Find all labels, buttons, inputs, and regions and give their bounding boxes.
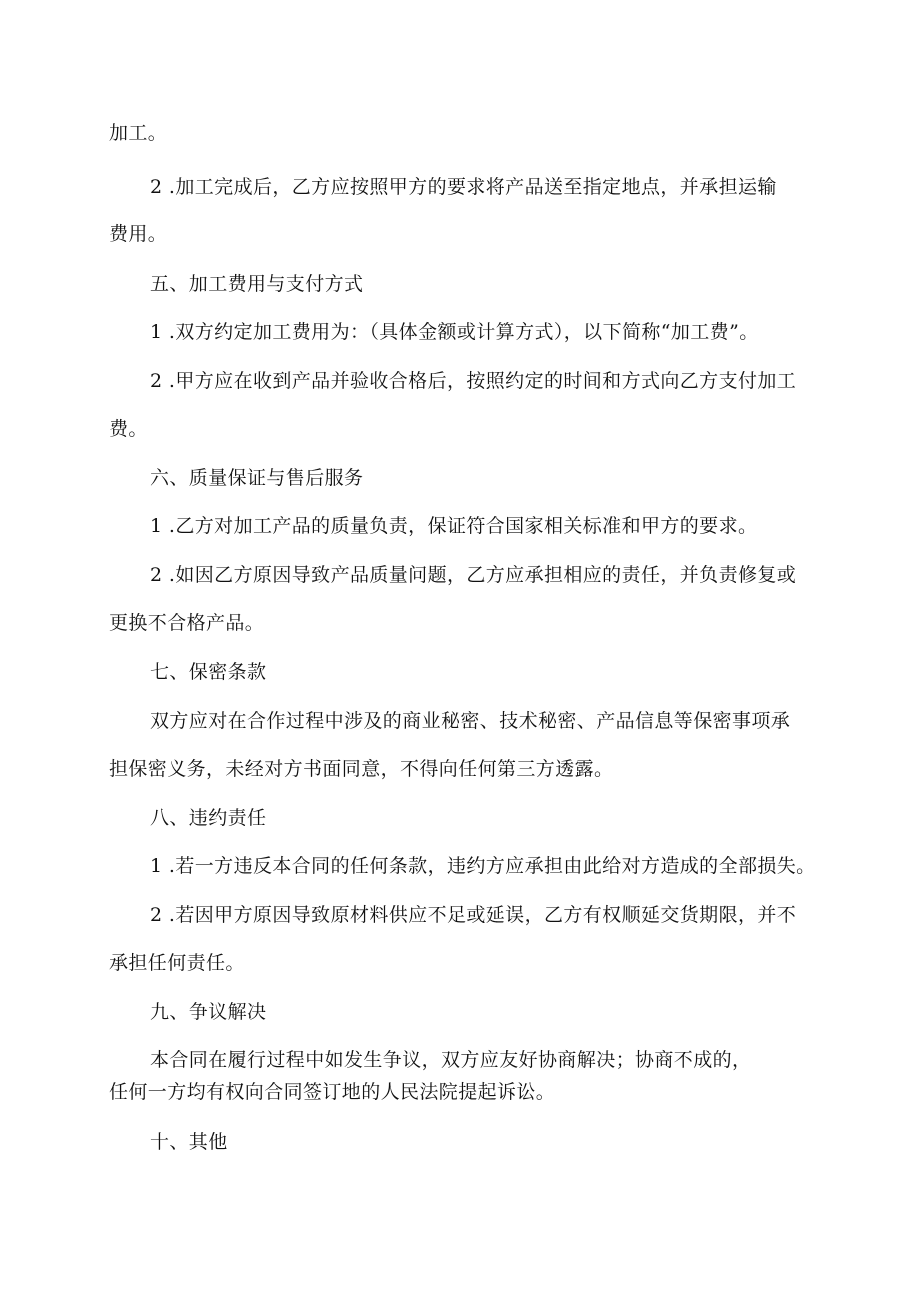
- section-5-heading: 五、加工费用与支付方式: [150, 273, 364, 295]
- dispute-resolution-continuation: 任何一方均有权向合同签订地的人民法院提起诉讼。: [109, 1081, 556, 1103]
- clause-5-2-continuation: 费。: [109, 418, 148, 440]
- section-6-heading: 六、质量保证与售后服务: [150, 467, 364, 489]
- clause-5-2-text: 2 .甲方应在收到产品并验收合格后，按照约定的时间和方式向乙方支付加工: [150, 370, 797, 392]
- clause-6-2-text: 2 .如因乙方原因导致产品质量问题，乙方应承担相应的责任，并负责修复或: [150, 564, 797, 586]
- clause-8-2-text: 2 .若因甲方原因导致原材料供应不足或延误，乙方有权顺延交货期限，并不: [150, 904, 797, 926]
- confidentiality-continuation: 担保密义务，未经对方书面同意，不得向任何第三方透露。: [109, 758, 614, 780]
- section-9-heading: 九、争议解决: [150, 1001, 267, 1023]
- clause-8-2-continuation: 承担任何责任。: [109, 952, 245, 974]
- section-10-heading: 十、其他: [150, 1131, 228, 1153]
- clause-4-2-continuation: 费用。: [109, 223, 168, 245]
- confidentiality-text: 双方应对在合作过程中涉及的商业秘密、技术秘密、产品信息等保密事项承: [150, 710, 791, 732]
- clause-6-2-continuation: 更换不合格产品。: [109, 612, 265, 634]
- clause-8-1-text: 1 .若一方违反本合同的任何条款，违约方应承担由此给对方造成的全部损失。: [150, 855, 816, 877]
- dispute-resolution-text: 本合同在履行过程中如发生争议，双方应友好协商解决；协商不成的，: [150, 1049, 752, 1071]
- clause-5-1-text: 1 .双方约定加工费用为：（具体金额或计算方式），以下简称“加工费”。: [150, 321, 759, 343]
- clause-6-1-text: 1 .乙方对加工产品的质量负责，保证符合国家相关标准和甲方的要求。: [150, 515, 758, 537]
- section-7-heading: 七、保密条款: [150, 661, 267, 683]
- clause-4-2-text: 2 .加工完成后，乙方应按照甲方的要求将产品送至指定地点，并承担运输: [150, 176, 777, 198]
- section-8-heading: 八、违约责任: [150, 807, 267, 829]
- paragraph-text: 加工。: [109, 122, 168, 144]
